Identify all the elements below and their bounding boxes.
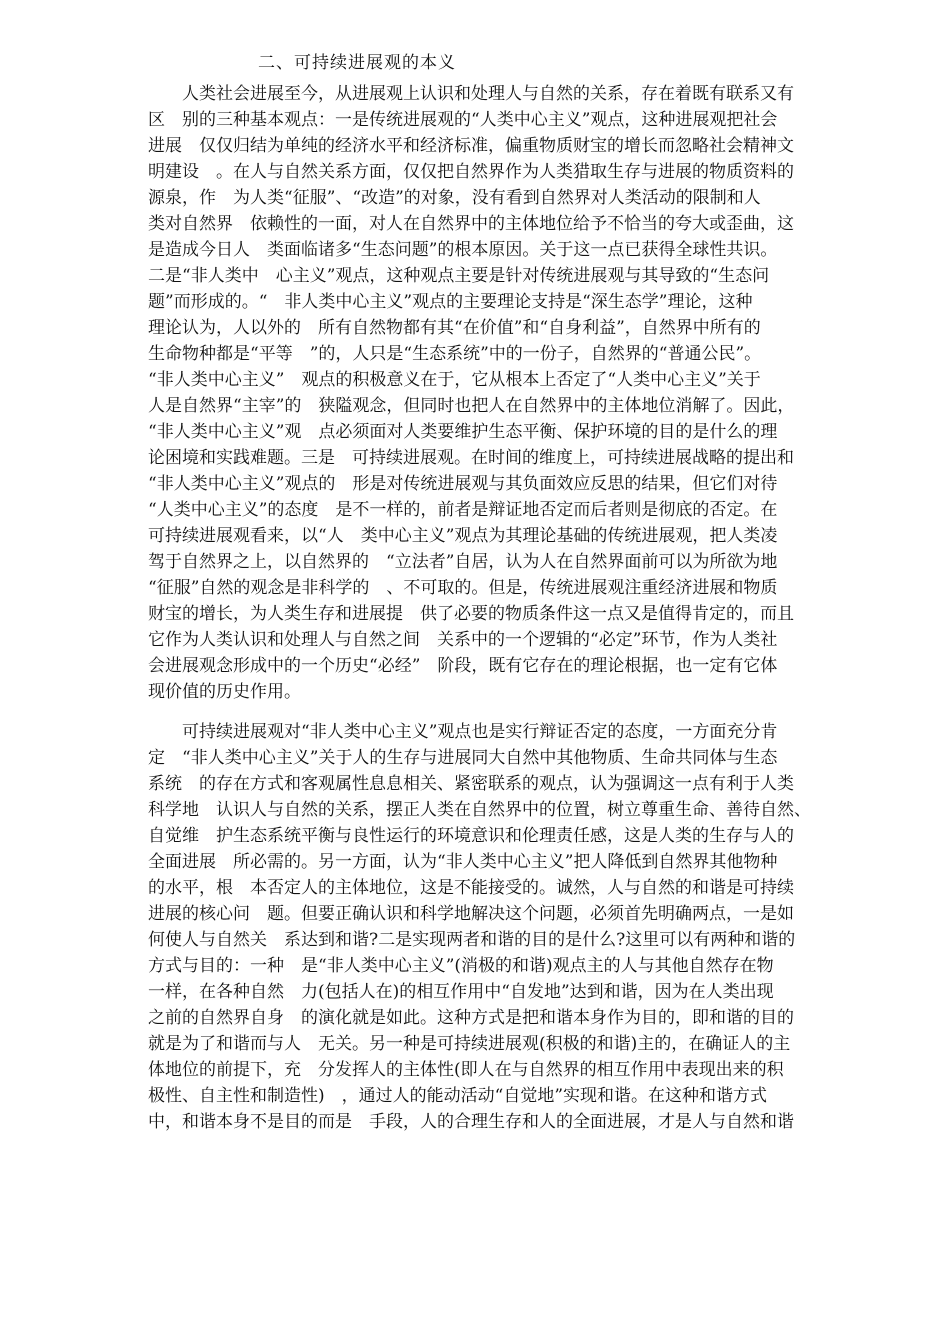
text-line: 二是“非人类中 心主义”观点，这种观点主要是针对传统进展观与其导致的“生态问 (148, 266, 770, 286)
text-line: “非人类中心主义”观 点必须面对人类要维护生态平衡、保护环境的目的是什么的理 (148, 422, 778, 442)
text-line: 财宝的增长，为人类生存和进展提 供了必要的物质条件这一点又是值得肯定的，而且 (148, 604, 794, 624)
text-line: 何使人与自然关 系达到和谐?二是实现两者和谐的目的是什么?这里可以有两种和谐的 (148, 930, 796, 950)
text-line: “非人类中心主义”观点的 形是对传统进展观与其负面效应反思的结果，但它们对待 (148, 474, 778, 494)
text-line: 明建设 。在人与自然关系方面，仅仅把自然界作为人类猎取生存与进展的物质资料的 (148, 162, 794, 182)
text-line: 区 别的三种基本观点：一是传统进展观的“人类中心主义”观点，这种进展观把社会 (148, 110, 778, 130)
text-line: 系统 的存在方式和客观属性息息相关、紧密联系的观点，认为强调这一点有利于人类 (148, 774, 794, 794)
text-line: 可持续进展观看来，以“人 类中心主义”观点为其理论基础的传统进展观，把人类凌 (148, 526, 778, 546)
text-line: 一样，在各种自然 力(包括人在)的相互作用中“自发地”达到和谐，因为在人类出现 (148, 982, 774, 1002)
text-line: 类对自然界 依赖性的一面，对人在自然界中的主体地位给予不恰当的夸大或歪曲，这 (148, 214, 794, 234)
text-line: 题”而形成的。“ 非人类中心主义”观点的主要理论支持是“深生态学”理论，这种 (148, 292, 753, 312)
text-line: 进展的核心问 题。但要正确认识和科学地解决这个问题，必须首先明确两点，一是如 (148, 904, 794, 924)
text-line: 它作为人类认识和处理人与自然之间 关系中的一个逻辑的“必定”环节，作为人类社 (148, 630, 778, 650)
text-line: 就是为了和谐而与人 无关。另一种是可持续进展观(积极的和谐)主的，在确证人的主 (148, 1034, 791, 1054)
text-line: 之前的自然界自身 的演化就是如此。这种方式是把和谐本身作为目的，即和谐的目的 (148, 1008, 794, 1028)
text-line: 论困境和实践难题。三是 可持续进展观。在时间的维度上，可持续进展战略的提出和 (148, 448, 794, 468)
text-line: “人类中心主义”的态度 是不一样的，前者是辩证地否定而后者则是彻底的否定。在 (148, 500, 778, 520)
text-line: 定 “非人类中心主义”关于人的生存与进展同大自然中其他物质、生命共同体与生态 (148, 748, 778, 768)
text-line: 人类社会进展至今，从进展观上认识和处理人与自然的关系，存在着既有联系又有 (148, 84, 794, 104)
text-line: 进展 仅仅归结为单纯的经济水平和经济标准，偏重物质财宝的增长而忽略社会精神文 (148, 136, 794, 156)
text-line: 是造成今日人 类面临诸多“生态问题”的根本原因。关于这一点已获得全球性共识。 (148, 240, 778, 260)
text-line: 全面进展 所必需的。另一方面，认为“非人类中心主义”把人降低到自然界其他物种 (148, 852, 778, 872)
text-line: 中，和谐本身不是目的而是 手段，人的合理生存和人的全面进展，才是人与自然和谐 (148, 1112, 794, 1132)
text-line: 驾于自然界之上，以自然界的 “立法者”自居，认为人在自然界面前可以为所欲为地 (148, 552, 778, 572)
text-line: 生命物种都是“平等 ”的，人只是“生态系统”中的一份子，自然界的“普通公民”。 (148, 344, 762, 364)
text-line: 可持续进展观对“非人类中心主义”观点也是实行辩证否定的态度，一方面充分肯 (148, 722, 778, 742)
text-line: 方式与目的：一种 是“非人类中心主义”(消极的和谐)观点主的人与其他自然存在物 (148, 956, 774, 976)
text-line: 现价值的历史作用。 (148, 682, 301, 702)
text-line: 科学地 认识人与自然的关系，摆正人类在自然界中的位置，树立尊重生命、善待自然、 (148, 800, 811, 820)
text-line: 人是自然界“主宰”的 狭隘观念，但同时也把人在自然界中的主体地位消解了。因此， (148, 396, 795, 416)
text-line: 极性、自主性和制造性) ，通过人的能动活动“自觉地”实现和谐。在这种和谐方式 (148, 1086, 768, 1106)
text-line: 源泉，作 为人类“征服”、“改造”的对象，没有看到自然界对人类活动的限制和人 (148, 188, 761, 208)
text-line: 理论认为，人以外的 所有自然物都有其“在价值”和“自身利益”，自然界中所有的 (148, 318, 761, 338)
section-title: 二、可持续进展观的本义 (258, 53, 456, 73)
text-line: 会进展观念形成中的一个历史“必经” 阶段，既有它存在的理论根据，也一定有它体 (148, 656, 778, 676)
text-line: “非人类中心主义” 观点的积极意义在于，它从根本上否定了“人类中心主义”关于 (148, 370, 761, 390)
text-line: 体地位的前提下，充 分发挥人的主体性(即人在与自然界的相互作用中表现出来的积 (148, 1060, 784, 1080)
text-line: “征服”自然的观念是非科学的 、不可取的。但是，传统进展观注重经济进展和物质 (148, 578, 778, 598)
text-line: 自觉维 护生态系统平衡与良性运行的环境意识和伦理责任感，这是人类的生存与人的 (148, 826, 794, 846)
text-line: 的水平，根 本否定人的主体地位，这是不能接受的。诚然，人与自然的和谐是可持续 (148, 878, 794, 898)
